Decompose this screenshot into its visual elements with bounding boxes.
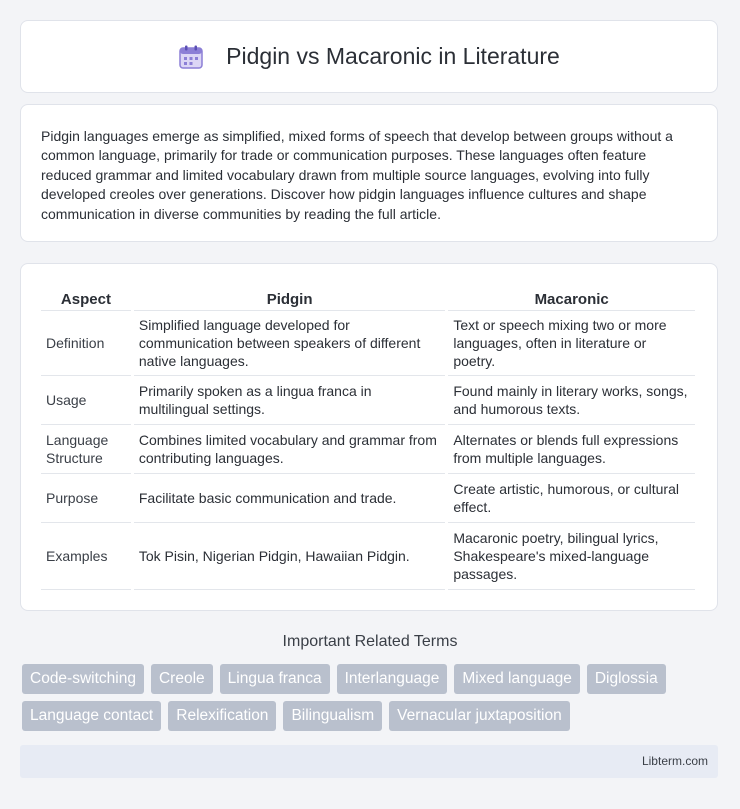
- cell-pidgin: Primarily spoken as a lingua franca in multilingual settings.: [134, 376, 445, 425]
- cell-pidgin: Simplified language developed for communication between speakers of different native languages.: [134, 311, 445, 376]
- comparison-table: [38, 284, 698, 590]
- tag-row: [22, 664, 722, 694]
- cell-macaronic: Create artistic, humorous, or cultural effect.: [448, 474, 695, 523]
- intro-card: [20, 104, 718, 242]
- header-aspect: Aspect: [41, 284, 131, 311]
- table-row: [41, 523, 695, 590]
- comparison-table-card: [20, 263, 718, 611]
- tag-row: [22, 701, 722, 731]
- header-card: [20, 20, 718, 93]
- cell-macaronic: Found mainly in literary works, songs, and humorous texts.: [448, 376, 695, 425]
- cell-aspect: Definition: [41, 311, 131, 376]
- cell-aspect: Examples: [41, 523, 131, 590]
- cell-aspect: Purpose: [41, 474, 131, 523]
- cell-aspect: Language Structure: [41, 425, 131, 474]
- cell-macaronic: Text or speech mixing two or more languages, often in literature or poetry.: [448, 311, 695, 376]
- footer: [20, 745, 718, 778]
- table-row: [41, 425, 695, 474]
- cell-pidgin: Tok Pisin, Nigerian Pidgin, Hawaiian Pidgin.: [134, 523, 445, 590]
- tag-interlanguage[interactable]: Interlanguage: [337, 664, 448, 694]
- footer-site-link[interactable]: Libterm.com: [641, 754, 708, 768]
- tag-creole[interactable]: Creole: [151, 664, 213, 694]
- tag-lingua-franca[interactable]: Lingua franca: [220, 664, 330, 694]
- page-title: Pidgin vs Macaronic in Literature: [226, 43, 560, 69]
- tag-relexification[interactable]: Relexification: [168, 701, 276, 731]
- calendar-icon: [178, 44, 204, 70]
- cell-pidgin: Combines limited vocabulary and grammar from contributing languages.: [134, 425, 445, 474]
- table-row: [41, 311, 695, 376]
- table-row: [41, 474, 695, 523]
- cell-aspect: Usage: [41, 376, 131, 425]
- tag-bilingualism[interactable]: Bilingualism: [283, 701, 382, 731]
- tag-language-contact[interactable]: Language contact: [22, 701, 161, 731]
- header-macaronic: Macaronic: [448, 284, 695, 311]
- cell-macaronic: Macaronic poetry, bilingual lyrics, Shakespeare's mixed-language passages.: [448, 523, 695, 590]
- table-row: [41, 376, 695, 425]
- tag-code-switching[interactable]: Code-switching: [22, 664, 144, 694]
- cell-macaronic: Alternates or blends full expressions from multiple languages.: [448, 425, 695, 474]
- intro-text: Pidgin languages emerge as simplified, mixed forms of speech that develop between groups without a common language, primarily for trade or communication purposes. These languages often feature reduced grammar and limited vocabulary drawn from multiple source languages, evolving into fully developed creoles over generations. Discover how pidgin languages influence cultures and shape communication in diverse communities by reading the full article.: [41, 128, 673, 222]
- cell-pidgin: Facilitate basic communication and trade.: [134, 474, 445, 523]
- tag-mixed-language[interactable]: Mixed language: [454, 664, 579, 694]
- related-terms-list: [22, 664, 722, 738]
- table-header-row: [41, 284, 695, 311]
- related-terms-title: Important Related Terms: [282, 633, 458, 650]
- tag-vernacular-juxtaposition[interactable]: Vernacular juxtaposition: [389, 701, 570, 731]
- header-pidgin: Pidgin: [134, 284, 445, 311]
- tag-diglossia[interactable]: Diglossia: [587, 664, 666, 694]
